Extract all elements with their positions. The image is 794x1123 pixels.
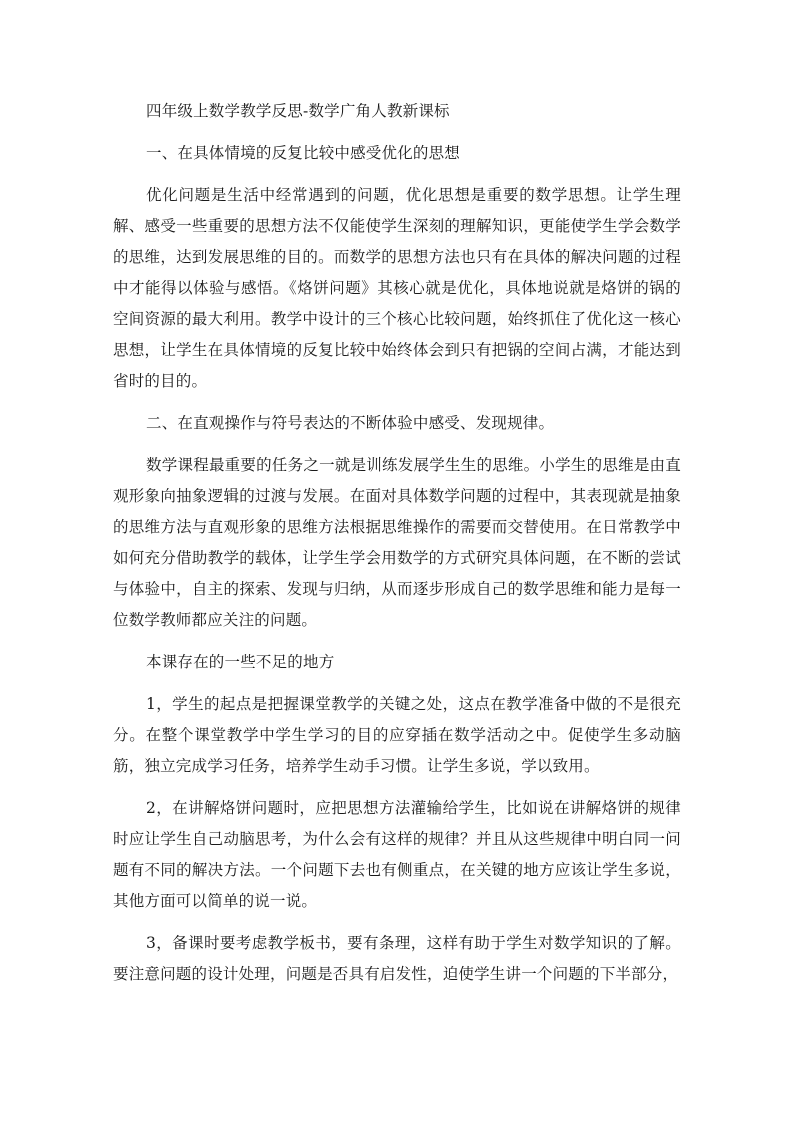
document-body (113, 96, 681, 1001)
paragraph-thinking: 数学课程最重要的任务之一就是训练发展学生生的思维。小学生的思维是由直观形象向抽象逻辑的过渡与发展。在面对具体数学问题的过程中，其表现就是抽象的思维方法与直观形象的思维方法根据思维操作的需要而交替使用。在日常教学中如何充分借助教学的载体，让学生学会用数学的方式研究具体问题，在不断的尝试与体验中，自主的探索、发现与归纳，从而逐步形成自己的数学思维和能力是每一位数学教师都应关注的问题。 (113, 456, 681, 629)
section-heading-shortcomings: 本课存在的一些不足的地方 (146, 653, 335, 671)
section-heading-1: 一、在具体情境的反复比较中感受优化的思想 (146, 144, 461, 162)
document-title: 四年级上数学教学反思-数学广角人教新课标 (146, 102, 450, 120)
paragraph-optimization: 优化问题是生活中经常遇到的问题，优化思想是重要的数学思想。让学生理解、感受一些重要的思想方法不仅能使学生深刻的理解知识，更能使学生学会数学的思维，达到发展思维的目的。而数学的思想方法也只有在具体的解决问题的过程中才能得以体验与感悟。《烙饼问题》其核心就是优化，具体地说就是烙饼的锅的空间资源的最大利用。教学中设计的三个核心比较问题，始终抓住了优化这一核心思想，让学生在具体情境的反复比较中始终体会到只有把锅的空间占满，才能达到省时的目的。 (113, 186, 681, 390)
paragraph-point-2: 2，在讲解烙饼问题时，应把思想方法灌输给学生，比如说在讲解烙饼的规律时应让学生自己动脑思考，为什么会有这样的规律？并且从这些规律中明白同一问题有不同的解决方法。一个问题下去也有侧重点，在关键的地方应该让学生多说，其他方面可以简单的说一说。 (113, 799, 681, 910)
paragraph-point-3: 3，备课时要考虑教学板书，要有条理，这样有助于学生对数学知识的了解。要注意问题的设计处理，问题是否具有启发性，迫使学生讲一个问题的下半部分， (113, 934, 681, 983)
section-heading-2: 二、在直观操作与符号表达的不断体验中感受、发现规律。 (146, 414, 555, 432)
paragraph-point-1: 1，学生的起点是把握课堂教学的关键之处，这点在教学准备中做的不是很充分。在整个课堂教学中学生学习的目的应穿插在数学活动之中。促使学生多动脑筋，独立完成学习任务，培养学生动手习惯。让学生多说，学以致用。 (113, 695, 681, 775)
